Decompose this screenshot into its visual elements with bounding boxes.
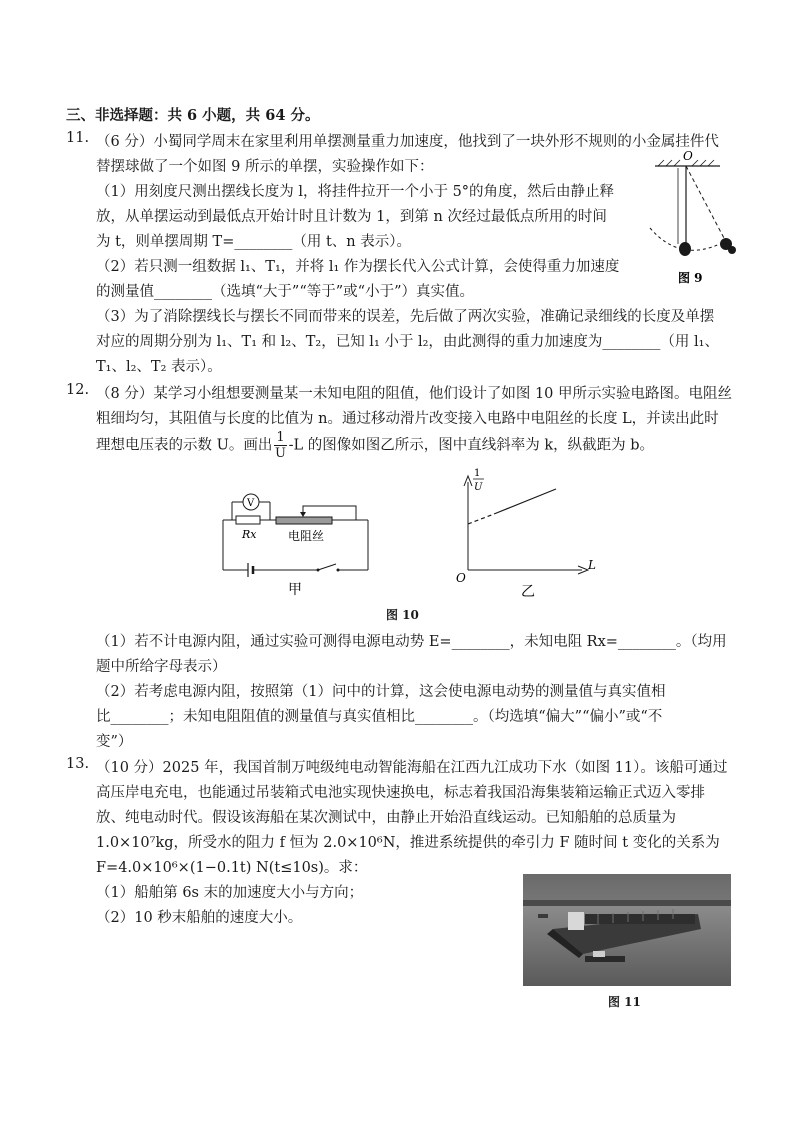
q12-line-3-pre: 理想电压表的示数 U。画出: [96, 437, 273, 454]
q11-number: 11.: [66, 130, 90, 146]
q13-part-2: （2）10 秒末船舶的速度大小。: [96, 910, 303, 926]
pendulum-bob: [679, 242, 691, 256]
ship-photo: [523, 874, 731, 986]
q13-line-5: F=4.0×10⁶×(1−0.1t) N(t≤10s)。求：: [96, 860, 368, 876]
graph-extrapolation: [468, 514, 494, 524]
figure-9-caption: 图 9: [678, 271, 703, 285]
q12-part-2-end: 变”）: [96, 734, 133, 750]
rx-label: Rx: [242, 528, 257, 541]
q13-line-3: 放、纯电动时代。假设该海船在某次测试中，由静止开始沿直线运动。已知船舶的总质量为: [96, 810, 676, 826]
q13-line-4: 1.0×10⁷kg，所受水的阻力 f 恒为 2.0×10⁶N，推进系统提供的牵引力 F 随时间 t 变化的关系为: [96, 835, 720, 851]
pivot-label: O: [683, 149, 693, 163]
q13-line-2: 高压岸电充电，也能通过吊装箱式电池实现快速换电，标志着我国沿海集装箱运输正式迈入零排: [96, 785, 705, 801]
q12-line-3-post: -L 的图像如图乙所示，图中直线斜率为 k，纵截距为 b。: [288, 437, 655, 454]
sub-label-b: 乙: [521, 584, 535, 600]
fraction-1-over-u: $\frac{1}{U}$: [275, 430, 286, 461]
ship-bridge: [568, 912, 584, 930]
q12-line-2: 粗细均匀，其阻值与长度的比值为 n。通过移动滑片改变接入电路中电阻丝的长度 L，并读出此时: [96, 411, 719, 427]
far-shore: [523, 900, 731, 906]
q11-line-7: 的测量值________（选填“大于”“等于”或“小于”）真实值。: [96, 284, 474, 300]
q12-line-3: [96, 430, 654, 461]
q11-line-1: （6 分）小蜀同学周末在家里利用单摆测量重力加速度，他找到了一块外形不规则的小金属挂件代: [96, 134, 719, 150]
q13-line-1: （10 分）2025 年，我国首制万吨级纯电动智能海船在江西九江成功下水（如图 11）。该船可通过: [96, 760, 728, 776]
container-deck: [585, 914, 695, 924]
svg-text:U: U: [474, 482, 483, 493]
q11-line-8: （3）为了消除摆线长与摆长不同而带来的误差，先后做了两次实验，准确记录细线的长度及单摆: [96, 309, 715, 325]
q12-part-1-cont: 题中所给字母表示）: [96, 659, 227, 675]
pendulum-string-displaced: [686, 166, 725, 240]
q12-part-2: （2）若考虑电源内阻，按照第（1）问中的计算，这会使电源电动势的测量值与真实值相: [96, 684, 666, 700]
q11-line-5: 为 t，则单摆周期 T=________（用 t、n 表示）。: [96, 234, 411, 250]
q12-line-1: （8 分）某学习小组想要测量某一未知电阻的阻值，他们设计了如图 10 甲所示实验电路图。电阻丝: [96, 386, 732, 402]
sub-label-a: 甲: [288, 582, 302, 598]
resistance-wire: [276, 517, 332, 524]
q13-number: 13.: [66, 756, 90, 772]
figure-10-caption: 图 10: [386, 608, 419, 622]
graph-1-over-u-vs-l: [452, 462, 612, 600]
origin-label: O: [456, 571, 466, 585]
q11-line-9: 对应的周期分别为 l₁、T₁ 和 l₂、T₂，已知 l₁ 小于 l₂，由此测得的重力加速度为________（用 l₁、: [96, 334, 719, 350]
q12-part-2-cont: 比________；未知电阻阻值的测量值与真实值相比________。（均选填“偏大”“偏小”或“不: [96, 709, 663, 725]
switch: [318, 564, 336, 570]
circuit-diagram: [218, 480, 388, 600]
q13-part-1: （1）船舶第 6s 末的加速度大小与方向；: [96, 885, 364, 901]
q11-line-6: （2）若只测一组数据 l₁、T₁，并将 l₁ 作为摆长代入公式计算，会使得重力加速度: [96, 259, 620, 275]
q12-part-1: （1）若不计电源内阻，通过实验可测得电源电动势 E=________，未知电阻 Rx=________。（均用: [96, 634, 727, 650]
q11-line-2: 替摆球做了一个如图 9 所示的单摆，实验操作如下：: [96, 159, 434, 175]
q11-line-4: 放，从单摆运动到最低点开始计时且计数为 1，到第 n 次经过最低点所用的时间: [96, 209, 607, 225]
figure-11-caption: 图 11: [608, 995, 641, 1009]
x-axis-label: L: [588, 558, 596, 572]
slider-arrow: [300, 512, 306, 517]
q11-line-10: T₁、l₂、T₂ 表示）。: [96, 359, 222, 375]
svg-text:1: 1: [474, 468, 481, 479]
q12-number: 12.: [66, 382, 90, 398]
svg-text:V: V: [247, 498, 255, 509]
q11-line-3: （1）用刻度尺测出摆线长度为 l，将挂件拉开一个小于 5°的角度，然后由静止释: [96, 184, 615, 200]
wire-label: 电阻丝: [288, 529, 325, 543]
graph-line: [494, 489, 556, 514]
pendulum-figure: [640, 148, 750, 288]
resistor-rx: [236, 516, 260, 524]
section-header: 三、非选择题：共 6 小题，共 64 分。: [66, 107, 320, 124]
